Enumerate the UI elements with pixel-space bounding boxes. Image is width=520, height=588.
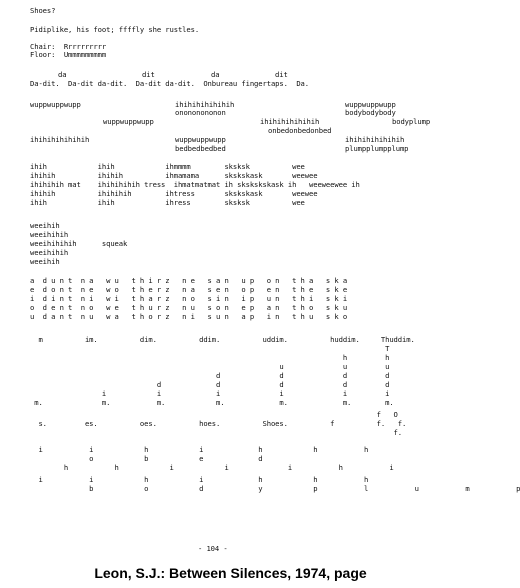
syllable: dit — [275, 70, 288, 79]
word-fragment: onbedonbedonbed — [268, 126, 332, 135]
spaced-line: i d i n t n i w i t h a r z n o s i n i p u n t h i s k i — [30, 294, 348, 303]
spaced-line: a d u n t n a w u t h i r z n e s a n u p o n t h a s k a — [30, 276, 348, 285]
text-line: Pidiplike, his foot; ffffly she rustles. — [30, 25, 200, 34]
vertical-letters: d d d d d — [30, 380, 390, 389]
vertical-letters: f O — [30, 410, 398, 419]
word-fragment: bodybodybody — [345, 108, 396, 117]
vertical-letters: h h — [30, 353, 390, 362]
text-line: Da-dit. Da-dit da-dit. Da-dit da-dit. Onbureau fingertaps. Da. — [30, 79, 309, 88]
grid-line: ihih ihih ihress sksksk wee — [30, 198, 305, 207]
word-fragment: ihihihihihihih — [30, 135, 90, 144]
word-fragment: onononononon — [175, 108, 226, 117]
squeak-line: weeihihih — [30, 230, 69, 239]
scatter-line: i i h i h h h — [30, 445, 369, 454]
word-fragment: plumpplumpplump — [345, 144, 409, 153]
grid-line: ihihih ihihih ihmamama skskskask weewee — [30, 171, 318, 180]
word-fragment: bedbedbedbed — [175, 144, 226, 153]
word-fragment: wuppwuppwupp — [345, 100, 396, 109]
syllable: da — [58, 70, 67, 79]
squeak-line: weeihihihih squeak — [30, 239, 128, 248]
grid-line: ihihih ihihihih ihtress skskskask weewee — [30, 189, 318, 198]
scatter-line: h h i i i h i — [30, 463, 394, 472]
vertical-letters: u u u — [30, 362, 390, 371]
spaced-line: u d a n t n u w a t h o r z n i s u n a p i n t h u s k o — [30, 312, 348, 321]
floor-line: Floor: Ummmmmmmmm — [30, 50, 107, 59]
shoes-line: s. es. oes. hoes. Shoes. f f. f. — [30, 419, 407, 428]
word-fragment: ihihihihihihih — [260, 117, 320, 126]
source-caption: Leon, S.J.: Between Silences, 1974, page — [94, 565, 367, 581]
syllable: dit — [142, 70, 155, 79]
word-fragment: wuppwuppwupp — [175, 135, 226, 144]
vertical-letters: i i i i i i — [30, 389, 390, 398]
vertical-letters: T — [30, 344, 390, 353]
scatter-line: b o d y p l u m p — [30, 484, 520, 493]
huddim-line: m im. dim. ddim. uddim. huddim. Thuddim. — [30, 335, 415, 344]
vertical-letters: m. m. m. m. m. m. m. — [30, 398, 394, 407]
grid-line: ihih ihih ihmmmm sksksk wee — [30, 162, 305, 171]
page-number: - 104 - — [198, 544, 228, 553]
word-fragment: ihihihihihihih — [175, 100, 235, 109]
spaced-line: o d e n t n o w e t h u r z n u s o n e p a n t h o s k u — [30, 303, 348, 312]
squeak-line: weeihih — [30, 221, 60, 230]
spaced-line: e d o n t n e w o t h e r z n a s e n o p e n t h e s k e — [30, 285, 348, 294]
word-fragment: wuppwuppwupp — [103, 117, 154, 126]
word-fragment: ihihihihihihih — [345, 135, 405, 144]
grid-line: ihihihih mat ihihihihih tress ihmatmatmat ih skskskskask ih weeweewee ih — [30, 180, 360, 189]
squeak-line: weeihih — [30, 257, 60, 266]
scatter-line: o b e d — [30, 454, 263, 463]
scatter-line: i i h i h h h — [30, 475, 369, 484]
text-line: Shoes? — [30, 6, 56, 15]
word-fragment: wuppwuppwupp — [30, 100, 81, 109]
chair-line: Chair: Rrrrrrrrrr — [30, 42, 107, 51]
word-fragment: bodyplump — [392, 117, 431, 126]
syllable: da — [211, 70, 220, 79]
vertical-letters: f. — [30, 428, 402, 437]
vertical-letters: d d d d — [30, 371, 390, 380]
squeak-line: weeihihih — [30, 248, 69, 257]
